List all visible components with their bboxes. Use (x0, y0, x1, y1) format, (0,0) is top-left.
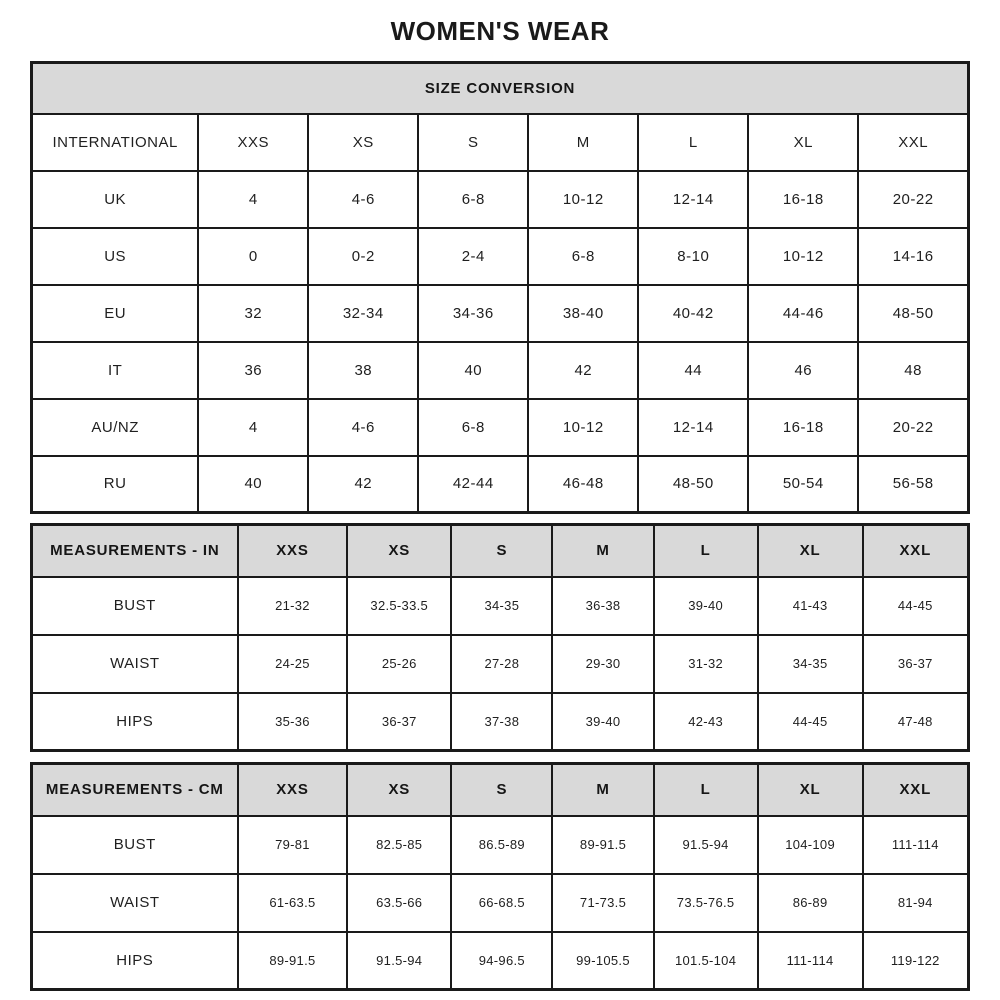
measurement-value: 34-35 (758, 635, 863, 693)
size-conversion-columns-row (32, 114, 969, 171)
measurement-value: 25-26 (347, 635, 451, 693)
measurement-value: 36-38 (552, 577, 653, 635)
size-column-header: XXL (858, 114, 968, 171)
size-column-header: XL (758, 525, 863, 577)
measurement-value: 61-63.5 (238, 874, 348, 932)
measurement-value: 47-48 (863, 693, 969, 751)
table-row (32, 399, 969, 456)
size-value: 8-10 (638, 228, 748, 285)
size-value: 40-42 (638, 285, 748, 342)
size-value: 38 (308, 342, 418, 399)
size-value: 40 (198, 456, 308, 513)
page-title: WOMEN'S WEAR (390, 16, 610, 46)
measurement-value: 32.5-33.5 (347, 577, 451, 635)
measurement-label: HIPS (32, 693, 238, 751)
size-value: 20-22 (858, 171, 968, 228)
size-value: 32 (198, 285, 308, 342)
size-column-header: XS (308, 114, 418, 171)
table-row (32, 635, 969, 693)
measurements-header-row (32, 525, 969, 577)
size-value: 42-44 (418, 456, 528, 513)
size-column-header: L (654, 764, 758, 816)
measurement-value: 24-25 (238, 635, 348, 693)
measurement-value: 39-40 (552, 693, 653, 751)
measurement-value: 66-68.5 (451, 874, 552, 932)
size-value: 14-16 (858, 228, 968, 285)
size-value: 12-14 (638, 171, 748, 228)
size-column-header: XL (748, 114, 858, 171)
size-conversion-table (30, 61, 970, 514)
size-value: 10-12 (748, 228, 858, 285)
measurement-value: 31-32 (654, 635, 758, 693)
measurement-label: HIPS (32, 932, 238, 990)
table-row (32, 693, 969, 751)
size-conversion-header: SIZE CONVERSION (32, 63, 969, 114)
size-column-header: S (451, 764, 552, 816)
measurement-value: 44-45 (863, 577, 969, 635)
table-row (32, 285, 969, 342)
measurement-value: 86-89 (758, 874, 863, 932)
measurement-value: 71-73.5 (552, 874, 653, 932)
size-value: 4-6 (308, 399, 418, 456)
measurements-in-table (30, 523, 970, 752)
size-value: 50-54 (748, 456, 858, 513)
size-value: 10-12 (528, 399, 638, 456)
measurement-value: 119-122 (863, 932, 969, 990)
measurement-label: WAIST (32, 635, 238, 693)
measurement-value: 21-32 (238, 577, 348, 635)
size-value: 56-58 (858, 456, 968, 513)
measurement-label: WAIST (32, 874, 238, 932)
measurement-value: 94-96.5 (451, 932, 552, 990)
size-value: 4 (198, 171, 308, 228)
size-value: 6-8 (418, 171, 528, 228)
region-label: RU (32, 456, 199, 513)
size-column-header: XXS (198, 114, 308, 171)
region-column-header: INTERNATIONAL (32, 114, 199, 171)
size-column-header: M (552, 525, 653, 577)
measurements-header: MEASUREMENTS - IN (32, 525, 238, 577)
size-value: 48-50 (638, 456, 748, 513)
size-value: 42 (308, 456, 418, 513)
size-value: 46-48 (528, 456, 638, 513)
measurements-header-row (32, 764, 969, 816)
measurement-value: 37-38 (451, 693, 552, 751)
size-value: 40 (418, 342, 528, 399)
region-label: US (32, 228, 199, 285)
size-column-header: XXL (863, 525, 969, 577)
table-row (32, 577, 969, 635)
measurements-header: MEASUREMENTS - CM (32, 764, 238, 816)
size-column-header: XXS (238, 525, 348, 577)
region-label: UK (32, 171, 199, 228)
size-value: 0 (198, 228, 308, 285)
measurement-label: BUST (32, 577, 238, 635)
measurement-value: 104-109 (758, 816, 863, 874)
size-column-header: M (528, 114, 638, 171)
size-column-header: L (638, 114, 748, 171)
measurement-value: 89-91.5 (238, 932, 348, 990)
size-value: 6-8 (528, 228, 638, 285)
size-value: 10-12 (528, 171, 638, 228)
size-value: 6-8 (418, 399, 528, 456)
measurement-value: 99-105.5 (552, 932, 653, 990)
measurement-value: 34-35 (451, 577, 552, 635)
region-label: IT (32, 342, 199, 399)
size-value: 48-50 (858, 285, 968, 342)
measurement-value: 91.5-94 (347, 932, 451, 990)
measurement-value: 91.5-94 (654, 816, 758, 874)
measurement-value: 73.5-76.5 (654, 874, 758, 932)
size-column-header: XS (347, 764, 451, 816)
size-value: 4-6 (308, 171, 418, 228)
size-value: 4 (198, 399, 308, 456)
size-value: 48 (858, 342, 968, 399)
measurement-value: 29-30 (552, 635, 653, 693)
measurement-value: 27-28 (451, 635, 552, 693)
measurement-value: 86.5-89 (451, 816, 552, 874)
measurement-value: 39-40 (654, 577, 758, 635)
size-value: 12-14 (638, 399, 748, 456)
measurement-value: 42-43 (654, 693, 758, 751)
measurement-value: 41-43 (758, 577, 863, 635)
measurement-label: BUST (32, 816, 238, 874)
size-value: 2-4 (418, 228, 528, 285)
size-column-header: M (552, 764, 653, 816)
measurement-value: 89-91.5 (552, 816, 653, 874)
measurement-value: 63.5-66 (347, 874, 451, 932)
size-column-header: XS (347, 525, 451, 577)
size-value: 16-18 (748, 171, 858, 228)
table-row (32, 171, 969, 228)
size-value: 20-22 (858, 399, 968, 456)
size-value: 44-46 (748, 285, 858, 342)
measurement-value: 111-114 (863, 816, 969, 874)
table-row (32, 816, 969, 874)
measurement-value: 36-37 (863, 635, 969, 693)
size-value: 32-34 (308, 285, 418, 342)
table-row (32, 342, 969, 399)
measurement-value: 35-36 (238, 693, 348, 751)
table-row (32, 874, 969, 932)
measurement-value: 101.5-104 (654, 932, 758, 990)
table-row (32, 932, 969, 990)
size-column-header: XXS (238, 764, 348, 816)
size-value: 38-40 (528, 285, 638, 342)
region-label: AU/NZ (32, 399, 199, 456)
measurement-value: 82.5-85 (347, 816, 451, 874)
table-row (32, 456, 969, 513)
measurement-value: 44-45 (758, 693, 863, 751)
size-conversion-header-row (32, 63, 969, 114)
size-value: 42 (528, 342, 638, 399)
size-value: 34-36 (418, 285, 528, 342)
measurement-value: 81-94 (863, 874, 969, 932)
measurement-value: 36-37 (347, 693, 451, 751)
size-column-header: XXL (863, 764, 969, 816)
size-value: 46 (748, 342, 858, 399)
size-column-header: S (451, 525, 552, 577)
measurements-cm-table (30, 762, 970, 991)
size-column-header: S (418, 114, 528, 171)
measurement-value: 79-81 (238, 816, 348, 874)
size-column-header: XL (758, 764, 863, 816)
size-value: 16-18 (748, 399, 858, 456)
region-label: EU (32, 285, 199, 342)
size-value: 36 (198, 342, 308, 399)
size-column-header: L (654, 525, 758, 577)
size-value: 44 (638, 342, 748, 399)
measurement-value: 111-114 (758, 932, 863, 990)
size-value: 0-2 (308, 228, 418, 285)
table-row (32, 228, 969, 285)
